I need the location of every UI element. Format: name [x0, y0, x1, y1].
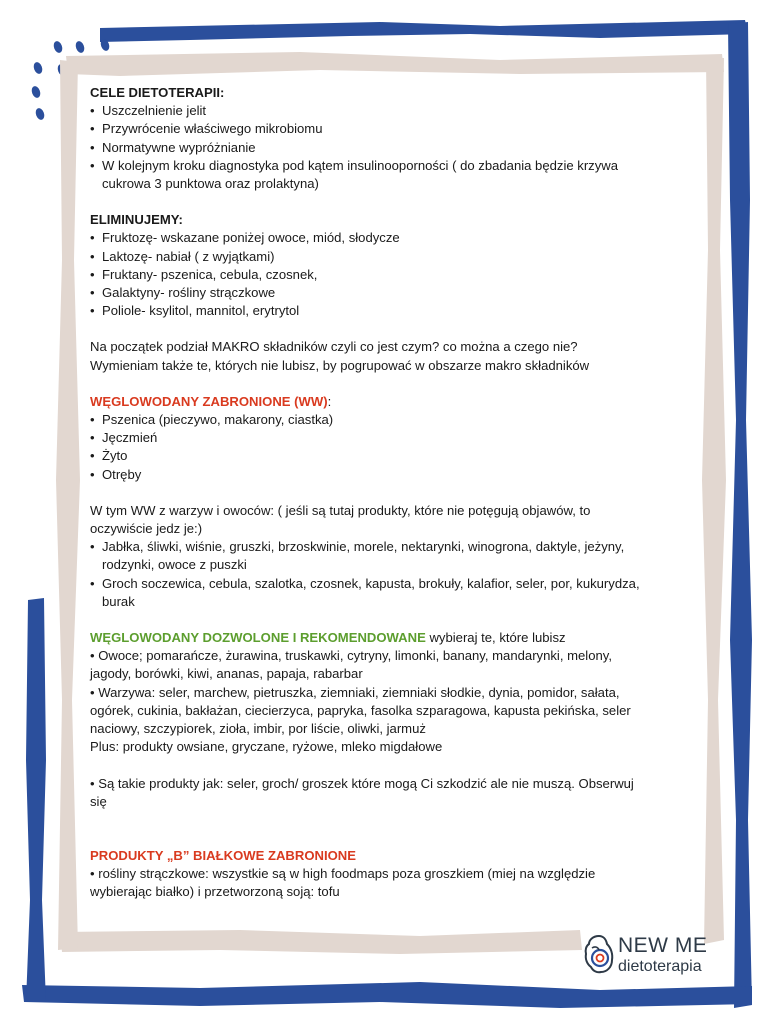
allowed-carbs-heading: WĘGLOWODANY DOZWOLONE I REKOMENDOWANE	[90, 630, 426, 646]
ww-item: • Jabłka, śliwki, wiśnie, gruszki, brzoskwinie, morele, nektarynki, winogrona, daktyle, jeżyny,	[90, 538, 680, 556]
forbidden-carbs-heading: WĘGLOWODANY ZABRONIONE (WW)	[90, 393, 328, 409]
allowed-plus-line: Plus: produkty owsiane, gryczane, ryżowe, mleko migdałowe	[90, 739, 443, 755]
forbidden-carb-item: • Pszenica (pieczywo, makarony, ciastka)	[90, 411, 680, 429]
allowed-veg-line: ogórek, cukinia, bakłażan, ciecierzyca, papryka, fasolka szparagowa, kapusta pekińska, seler	[90, 702, 631, 718]
logo-mark-icon	[583, 934, 615, 974]
ww-item: • Groch soczewica, cebula, szalotka, czosnek, kapusta, brokuły, kalafior, seler, por, kukurydza,	[90, 575, 680, 593]
allowed-carbs-tail: wybieraj te, które lubisz	[425, 630, 566, 646]
protein-b-line: wybierając białko) i przetworzoną soją: tofu	[90, 884, 340, 900]
goal-item-continued: cukrowa 3 punktowa oraz prolaktyna)	[102, 176, 319, 192]
eliminate-item: • Poliole- ksylitol, mannitol, erytrytol	[90, 302, 680, 320]
allowed-veg-line: naciowy, szczypiorek, zioła, imbir, por liście, oliwki, jarmuż	[90, 721, 426, 737]
forbidden-carb-item: • Otręby	[90, 466, 680, 484]
ww-intro-line: oczywiście jedz je:)	[90, 521, 203, 537]
protein-b-heading: PRODUKTY „B” BIAŁKOWE ZABRONIONE	[90, 847, 356, 863]
note-line: się	[90, 793, 107, 809]
logo-subtitle: dietoterapia	[618, 958, 702, 975]
intro-line: Na początek podział MAKRO składników czyli co jest czym? co można a czego nie?	[90, 339, 578, 355]
ww-item-continued: rodzynki, owoce z puszki	[102, 557, 247, 573]
intro-line: Wymieniam także te, których nie lubisz, by pogrupować w obszarze makro składników	[90, 357, 590, 373]
eliminate-item: • Fruktozę- wskazane poniżej owoce, miód, słodycze	[90, 229, 680, 247]
forbidden-carb-item: • Jęczmień	[90, 429, 680, 447]
forbidden-carbs-heading-line	[90, 393, 680, 411]
ww-item-continued: burak	[102, 593, 135, 609]
eliminate-item: • Fruktany- pszenica, cebula, czosnek,	[90, 266, 680, 284]
logo-title: NEW ME	[618, 934, 708, 957]
note-line: • Są takie produkty jak: seler, groch/ groszek które mogą Ci szkodzić ale nie muszą. Obserwuj	[90, 775, 634, 791]
document-content	[90, 84, 680, 902]
eliminate-heading: ELIMINUJEMY:	[90, 212, 183, 228]
goal-item: • Uszczelnienie jelit	[90, 102, 680, 120]
allowed-veg-line: • Warzywa: seler, marchew, pietruszka, ziemniaki, ziemniaki słodkie, dynia, pomidor, sałata,	[90, 684, 620, 700]
goal-item: • Normatywne wypróżnianie	[90, 139, 680, 157]
ww-intro-line: W tym WW z warzyw i owoców: ( jeśli są tutaj produkty, które nie potęgują objawów, to	[90, 502, 591, 518]
goals-heading: CELE DIETOTERAPII:	[90, 85, 225, 100]
heading-colon: :	[327, 393, 332, 409]
eliminate-item: • Galaktyny- rośliny strączkowe	[90, 284, 680, 302]
brand-logo	[583, 932, 733, 980]
forbidden-carb-item: • Żyto	[90, 447, 680, 465]
eliminate-item: • Laktozę- nabiał ( z wyjątkami)	[90, 248, 680, 266]
allowed-fruits-line: jagody, borówki, kiwi, ananas, papaja, rabarbar	[90, 666, 363, 682]
protein-b-line: • rośliny strączkowe: wszystkie są w high foodmaps poza groszkiem (miej na względzie	[90, 866, 596, 882]
goal-item: • W kolejnym kroku diagnostyka pod kątem insulinooporności ( do zbadania będzie krzywa	[90, 157, 680, 175]
goal-item: • Przywrócenie właściwego mikrobiomu	[90, 120, 680, 138]
allowed-fruits-line: • Owoce; pomarańcze, żurawina, truskawki, cytryny, limonki, banany, mandarynki, melony,	[90, 648, 612, 664]
allowed-carbs-heading-line	[90, 629, 680, 647]
